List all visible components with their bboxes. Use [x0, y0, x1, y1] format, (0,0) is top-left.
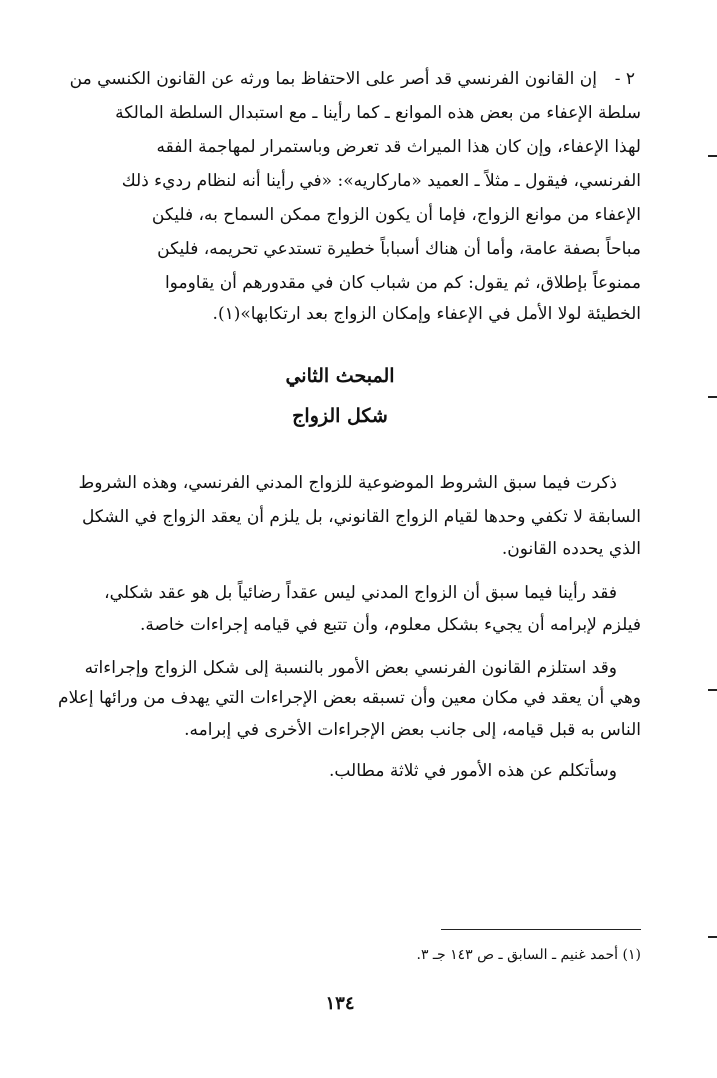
text-line: لهذا الإعفاء، وإن كان هذا الميراث قد تعرض وباستمرار لمهاجمة الفقه: [156, 137, 641, 157]
scan-edge-mark: [708, 936, 717, 938]
text-line: الخطيئة لولا الأمل في الإعفاء وإمكان الزواج بعد ارتكابها»(١).: [212, 304, 641, 324]
text-line: وهي أن يعقد في مكان معين وأن تسبقه بعض الإجراءات التي يهدف من ورائها إعلام: [58, 688, 641, 708]
footnote-divider: [441, 929, 641, 930]
text-line: السابقة لا تكفي وحدها لقيام الزواج القانوني، بل يلزم أن يعقد الزواج في الشكل: [81, 507, 641, 527]
text-line: مباحاً بصفة عامة، وأما أن هناك أسباباً خطيرة تستدعي تحريمه، فليكن: [157, 239, 641, 259]
text-line: ذكرت فيما سبق الشروط الموضوعية للزواج المدني الفرنسي، وهذه الشروط: [78, 473, 617, 493]
page-number: ١٣٤: [325, 993, 355, 1014]
text-line: وسأتكلم عن هذه الأمور في ثلاثة مطالب.: [328, 761, 617, 781]
text-line: سلطة الإعفاء من بعض هذه الموانع ـ كما رأينا ـ مع استبدال السلطة المالكة: [115, 103, 641, 123]
text-line: ممنوعاً بإطلاق، ثم يقول: كم من شباب كان في مقدورهم أن يقاوموا: [164, 273, 641, 293]
footnote: (١) أحمد غنيم ـ السابق ـ ص ١٤٣ جـ ٣.: [416, 947, 641, 963]
text-line: إن القانون الفرنسي قد أصر على الاحتفاظ بما ورثه عن القانون الكنسي من: [69, 69, 597, 89]
section-subtitle: شكل الزواج: [292, 405, 388, 427]
text-line: الذي يحدده القانون.: [501, 539, 641, 559]
text-line: وقد استلزم القانون الفرنسي بعض الأمور بالنسبة إلى شكل الزواج وإجراءاته: [84, 658, 617, 678]
text-line: فيلزم لإبرامه أن يجيء بشكل معلوم، وأن تتبع في قيامه إجراءات خاصة.: [139, 615, 641, 635]
scan-edge-mark: [708, 155, 717, 157]
text-line: الناس به قبل قيامه، إلى جانب بعض الإجراءات الأخرى في إبرامه.: [184, 720, 641, 740]
scan-edge-mark: [708, 396, 717, 398]
text-line: الفرنسي، فيقول ـ مثلاً ـ العميد «ماركاريه»: «في رأينا أنه لنظام رديء ذلك: [121, 171, 641, 191]
scan-edge-mark: [708, 689, 717, 691]
section-title: المبحث الثاني: [285, 365, 395, 387]
text-line: فقد رأينا فيما سبق أن الزواج المدني ليس عقداً رضائياً بل هو عقد شكلي،: [104, 583, 617, 603]
section-number: ٢ -: [614, 69, 635, 89]
text-line: الإعفاء من موانع الزواج، فإما أن يكون الزواج ممكن السماح به، فليكن: [151, 205, 641, 225]
